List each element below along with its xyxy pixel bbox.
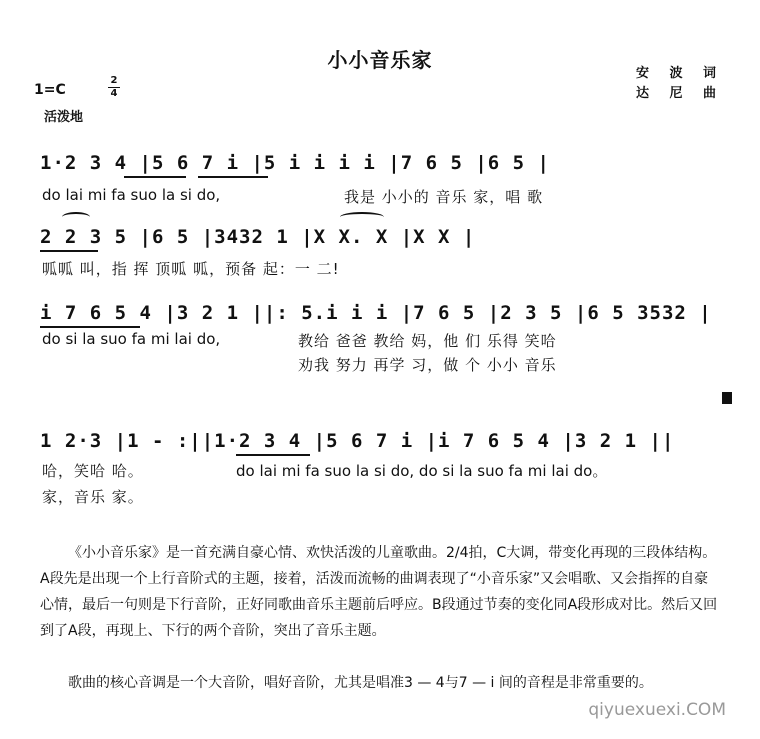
- score-row-3-notes: i 7 6 5 4 |3 2 1 ||: 5.i i i |7 6 5 |2 3 5 |6 5 3532 |: [40, 302, 712, 324]
- meter-bottom: 4: [110, 88, 118, 99]
- tempo-marking: 活泼地: [44, 110, 84, 125]
- score-row-4-lyrics-verse2: 家，音乐 家。: [42, 488, 144, 506]
- score-row-1-lyrics-latin: do lai mi fa suo la si do,: [42, 186, 221, 204]
- score-row-4-lyrics-verse1: 哈，笑哈 哈。: [42, 462, 144, 480]
- score-row-2-lyrics: 呱呱 叫，指 挥 顶呱 呱，预备 起：一 二!: [42, 260, 340, 278]
- row2-beam: [40, 250, 98, 252]
- score-row-1-lyrics-cn: 我是 小小的 音乐 家，唱 歌: [344, 188, 544, 206]
- credits: [636, 64, 724, 104]
- score-row-4-notes: 1 2·3 |1 - :||1·2 3 4 |5 6 7 i |i 7 6 5 4 |3 2 1 ||: [40, 430, 675, 452]
- site-watermark: qiyuexuexi.COM: [588, 700, 726, 720]
- key-signature: 1=C: [34, 82, 66, 98]
- score-row-3-lyrics-latin: do si la suo fa mi lai do,: [42, 330, 221, 348]
- page-marker: [722, 392, 732, 404]
- score-row-4-lyrics-latin: do lai mi fa suo la si do, do si la suo fa mi lai do。: [236, 462, 608, 480]
- row4-beam: [236, 454, 310, 456]
- score-row-1-notes: 1·2 3 4 |5 6 7 i |5 i i i i |7 6 5 |6 5 |: [40, 152, 550, 174]
- commentary-paragraph-1: 《小小音乐家》是一首充满自豪心情、欢快活泼的儿童歌曲。2/4拍，C大调，带变化再现的三段体结构。A段先是出现一个上行音阶式的主题，接着，活泼而流畅的曲调表现了“小音乐家”又会唱歌、又会指挥的自豪心情，最后一句则是下行音阶，正好同歌曲音乐主题前后呼应。B段通过节奏的变化同A段形成对比。然后又回到了A段，再现上、下行的两个音阶，突出了音乐主题。: [40, 545, 718, 639]
- score-row-2-notes: 2 2 3 5 |6 5 |3432 1 |X X. X |X X |: [40, 226, 476, 248]
- lyricist-credit: 安 波 词: [636, 66, 725, 81]
- score-row-3-lyrics-cn-verse1: 教给 爸爸 教给 妈，他 们 乐得 笑哈: [298, 332, 557, 350]
- row1-beam: [198, 176, 268, 178]
- commentary-paragraph-2: 歌曲的核心音调是一个大音阶，唱好音阶，尤其是唱准3 — 4与7 — i 间的音程是非常重要的。: [68, 675, 653, 691]
- page-title: 小小音乐家: [327, 48, 433, 72]
- composer-credit: 达 尼 曲: [636, 86, 725, 101]
- slur: [62, 212, 90, 222]
- score-row-3-lyrics-cn-verse2: 劝我 努力 再学 习，做 个 小小 音乐: [298, 356, 557, 374]
- row1-beam: [124, 176, 186, 178]
- row3-beam: [40, 326, 140, 328]
- meter-top: 2: [110, 75, 118, 86]
- time-signature: [108, 76, 120, 99]
- slur: [340, 212, 384, 222]
